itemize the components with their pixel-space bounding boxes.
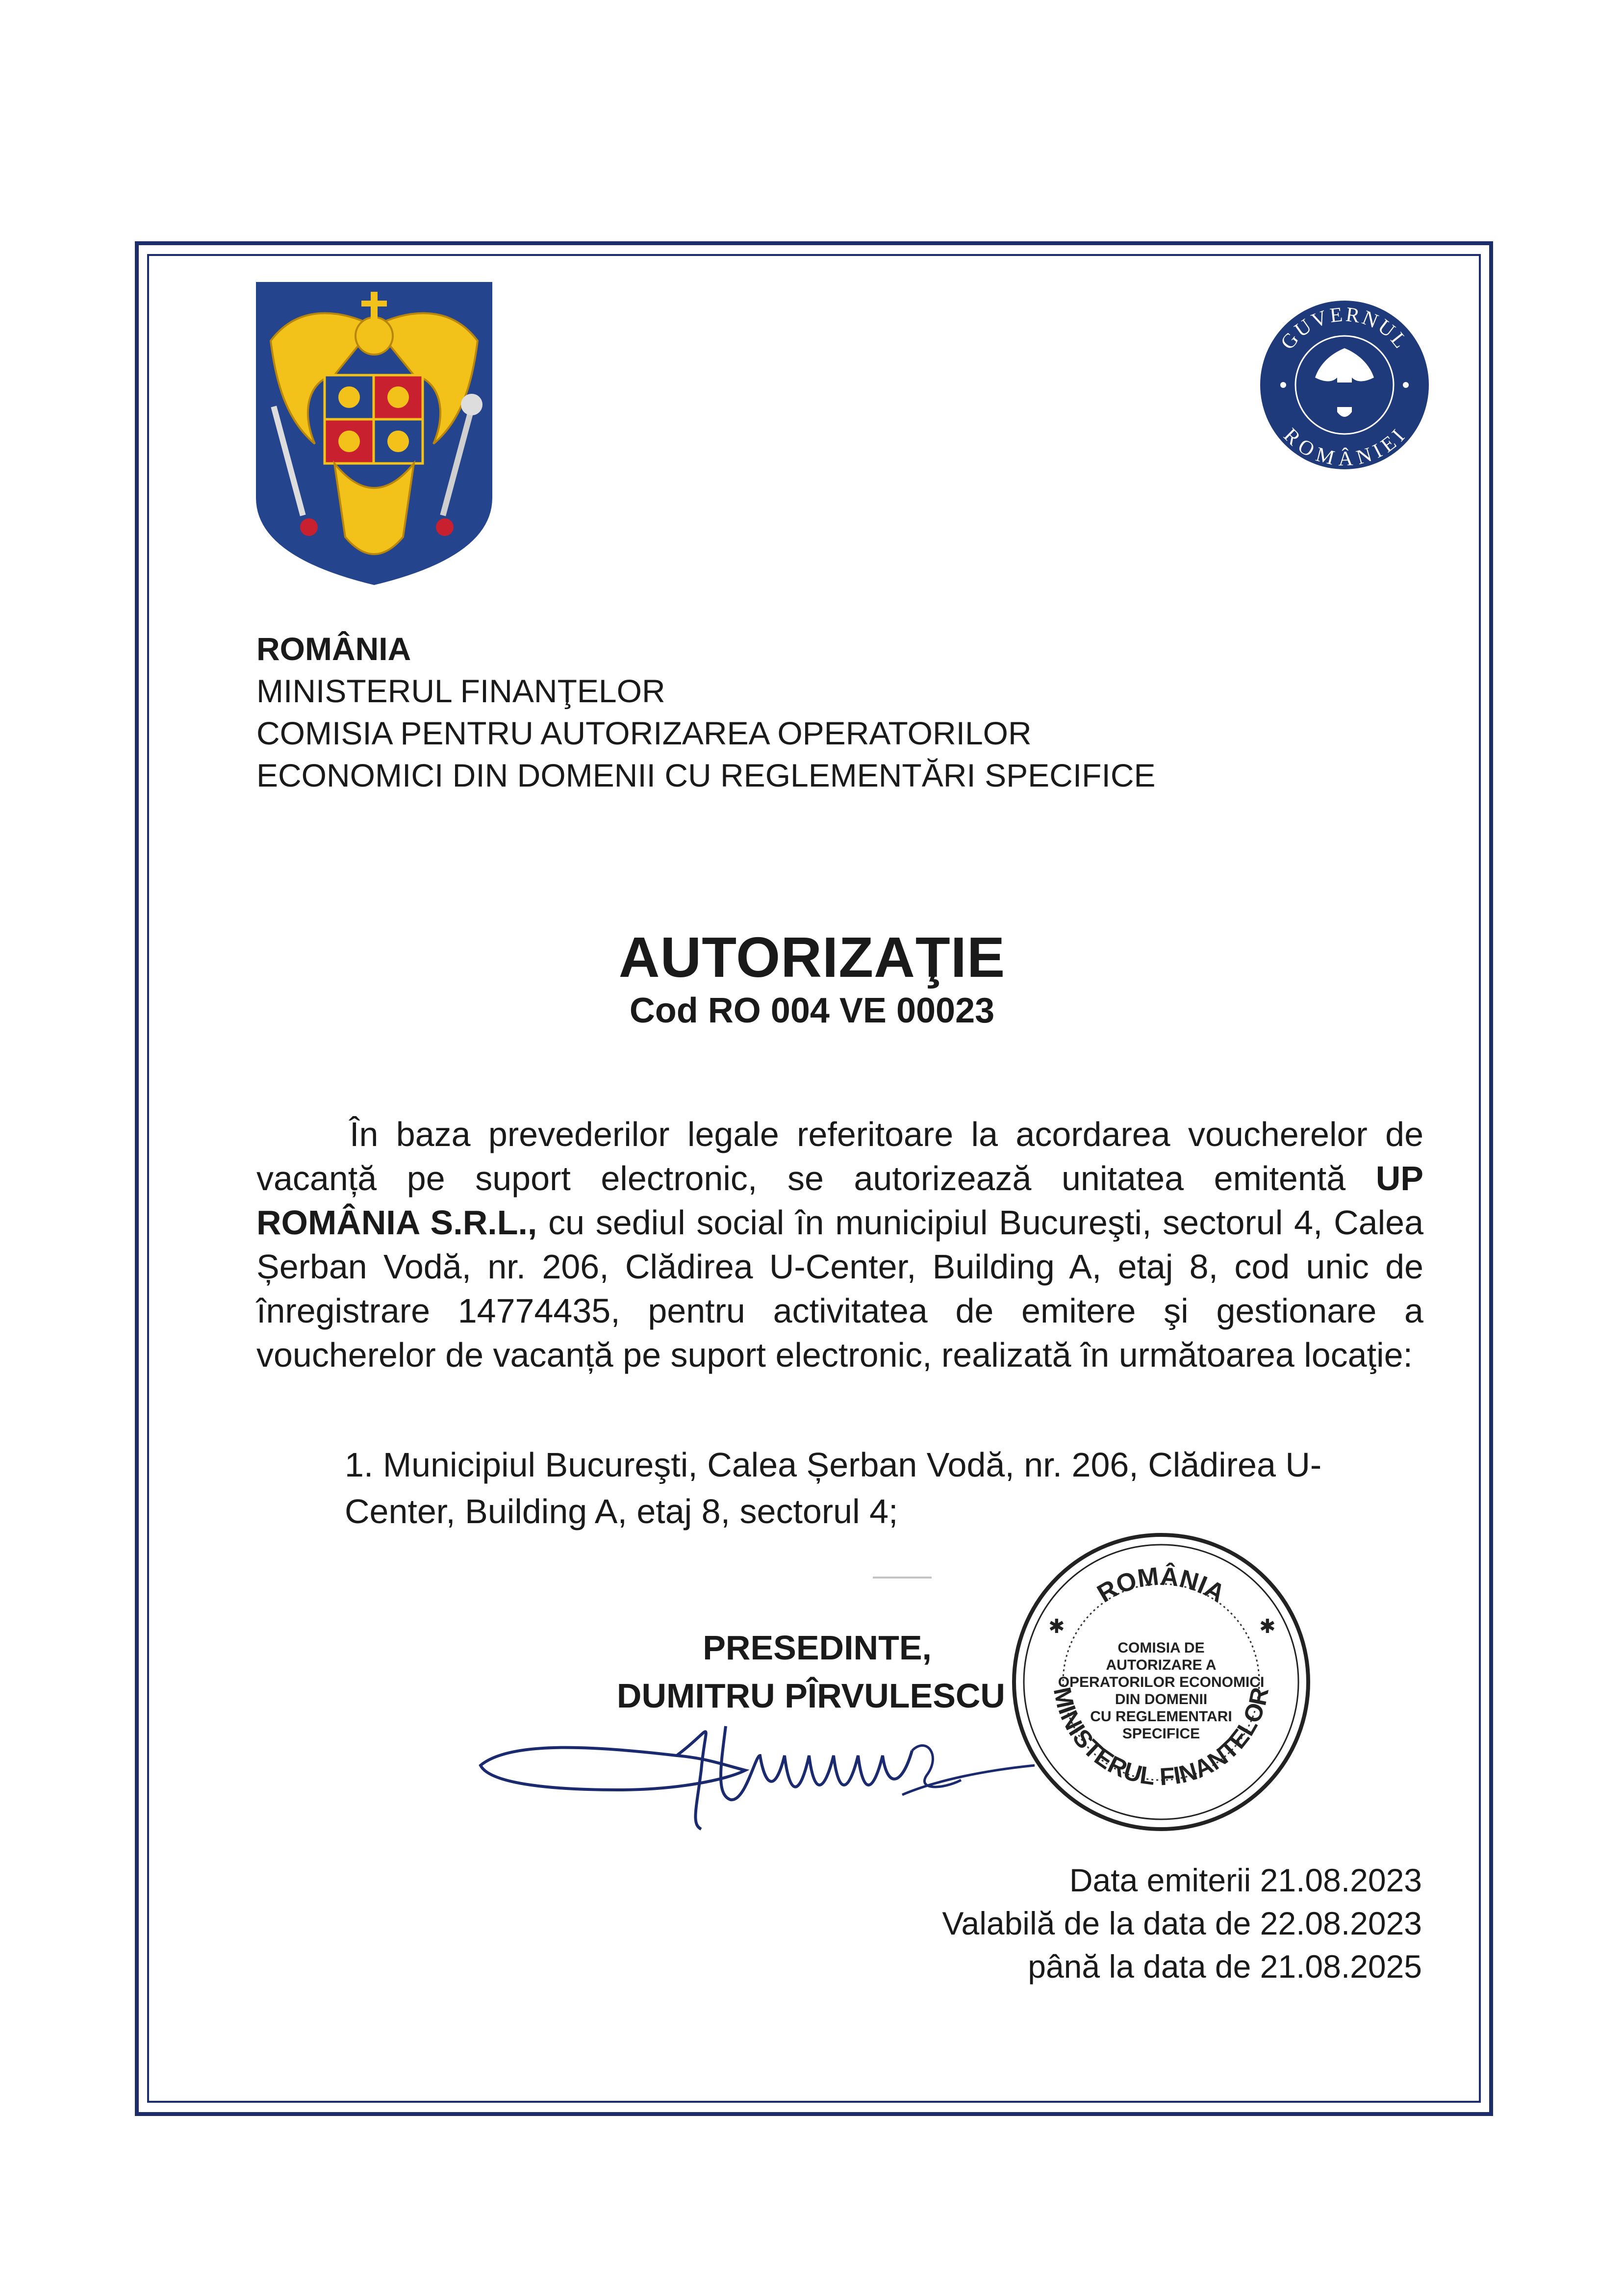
- svg-text:ROMÂNIA: [1092, 1562, 1230, 1608]
- svg-text:✱: ✱: [1259, 1615, 1276, 1638]
- validity-dates: [834, 1859, 1422, 1988]
- issuing-authority-header: [256, 628, 1156, 796]
- signatory-role: PRESEDINTE,: [703, 1629, 932, 1667]
- handwritten-signature: [471, 1697, 1084, 1844]
- location-list-item: 1. Municipiul Bucureşti, Calea Șerban Vodă, nr. 206, Clădirea U-Center, Building A, etaj 8, sectorul 4;: [345, 1446, 1322, 1530]
- seal-bottom-text: ROMÂNIEI: [1279, 424, 1411, 471]
- valid-to-date: până la data de 21.08.2025: [1028, 1948, 1422, 1985]
- scan-mark: [873, 1577, 932, 1579]
- stamp-line4: DIN DOMENII: [1115, 1691, 1208, 1708]
- authorization-body-paragraph: [256, 1112, 1423, 1377]
- issue-date: Data emiterii 21.08.2023: [1069, 1862, 1422, 1898]
- government-seal-emblem: [1259, 299, 1430, 471]
- stamp-line2: AUTORIZARE A: [1106, 1657, 1217, 1673]
- commission-name-line1: COMISIA PENTRU AUTORIZAREA OPERATORILOR: [256, 715, 1032, 751]
- commission-name-line2: ECONOMICI DIN DOMENII CU REGLEMENTĂRI SPECIFICE: [256, 757, 1156, 793]
- stamp-line5: CU REGLEMENTARI: [1090, 1708, 1232, 1725]
- stamp-line3: OPERATORILOR ECONOMICI: [1058, 1674, 1265, 1690]
- body-text-start: În baza prevederilor legale referitoare la acordarea voucherelor de vacanță pe suport electronic, se autorizează unitatea emitentă: [256, 1115, 1423, 1198]
- authorization-code: Cod RO 004 VE 00023: [629, 991, 995, 1030]
- stamp-line1: COMISIA DE: [1117, 1640, 1205, 1656]
- coat-of-arms-emblem: [256, 282, 492, 585]
- svg-text:✱: ✱: [1048, 1615, 1065, 1638]
- stamp-bottom-text: MINISTERUL FINANTELOR: [1048, 1684, 1274, 1791]
- stamp-line6: SPECIFICE: [1122, 1726, 1200, 1742]
- company-name: UP ROMÂNIA S.R.L.,: [256, 1159, 1423, 1242]
- official-round-stamp: [1009, 1530, 1313, 1834]
- seal-top-text: GUVERNUL: [1276, 303, 1413, 354]
- stamp-top-text: ROMÂNIA: [1092, 1562, 1230, 1608]
- document-title: AUTORIZAŢIE: [618, 925, 1006, 989]
- signatory-name: DUMITRU PÎRVULESCU: [616, 1677, 1005, 1715]
- body-text-end: cu sediul social în municipiul Bucureşti, sectorul 4, Calea Șerban Vodă, nr. 206, Clădirea U-Center, Building A, etaj 8, cod unic de înregistrare 14774435, pentru activitatea de emitere şi gestionare a voucherelor de vacanță pe suport electronic, realizată în următoarea locaţie:: [256, 1203, 1424, 1374]
- valid-from-date: Valabilă de la data de 22.08.2023: [942, 1905, 1422, 1941]
- country-name: ROMÂNIA: [256, 631, 411, 667]
- ministry-name: MINISTERUL FINANŢELOR: [256, 673, 665, 709]
